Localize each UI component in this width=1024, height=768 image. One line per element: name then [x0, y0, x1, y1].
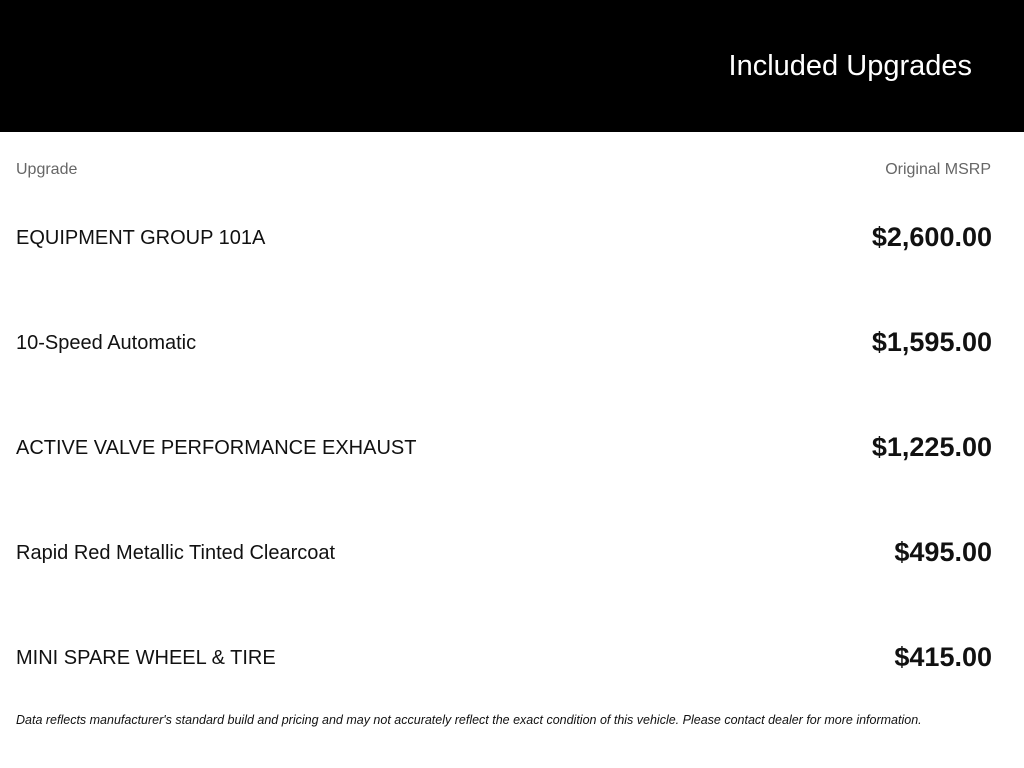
upgrade-row — [0, 505, 1024, 610]
column-header-msrp: Original MSRP — [885, 161, 991, 178]
disclaimer-text: Data reflects manufacturer's standard build and pricing and may not accurately reflect the exact condition of this vehicle. Please contact dealer for more information. — [16, 713, 922, 727]
upgrade-row — [0, 295, 1024, 400]
upgrade-price: $2,600.00 — [871, 222, 992, 252]
upgrade-row — [0, 610, 1024, 715]
upgrade-name: 10-Speed Automatic — [16, 332, 197, 354]
page-header — [0, 0, 1024, 132]
upgrade-name: MINI SPARE WHEEL & TIRE — [16, 647, 276, 669]
upgrade-row — [0, 190, 1024, 295]
upgrade-price: $1,225.00 — [871, 432, 992, 462]
upgrade-price: $495.00 — [894, 537, 992, 567]
upgrade-name: Rapid Red Metallic Tinted Clearcoat — [16, 542, 336, 564]
upgrade-row — [0, 400, 1024, 505]
upgrade-price: $1,595.00 — [871, 327, 992, 357]
upgrade-price: $415.00 — [894, 642, 992, 672]
column-header-upgrade: Upgrade — [16, 161, 78, 178]
upgrade-name: ACTIVE VALVE PERFORMANCE EXHAUST — [16, 437, 417, 459]
upgrades-list — [0, 190, 1024, 715]
page-title: Included Upgrades — [728, 50, 972, 82]
upgrade-name: EQUIPMENT GROUP 101A — [16, 227, 266, 249]
